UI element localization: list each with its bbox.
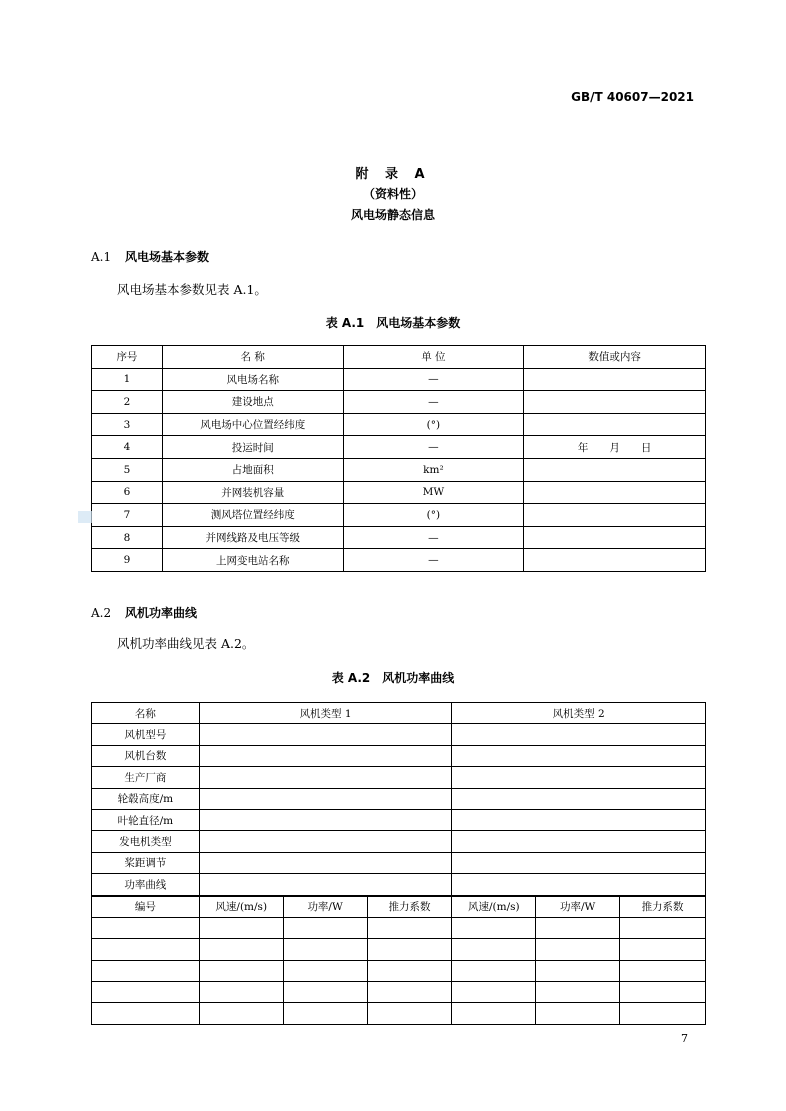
table-cell <box>452 917 536 938</box>
annex-label: 附 录 A <box>355 167 431 182</box>
table-row <box>92 526 706 549</box>
table-header-row <box>92 703 706 724</box>
table-row <box>92 549 706 572</box>
table-cell <box>452 960 536 981</box>
table-cell <box>283 1003 367 1024</box>
table-header-row <box>92 346 706 369</box>
curve-header-row <box>92 896 706 918</box>
table-cell: 风电场名称 <box>162 368 343 391</box>
table-cell: — <box>343 368 524 391</box>
table-cell: 并网线路及电压等级 <box>162 526 343 549</box>
section-title: 风机功率曲线 <box>125 606 198 620</box>
table-cell <box>199 831 452 852</box>
table-cell <box>452 982 536 1003</box>
table-cell: (°) <box>343 504 524 527</box>
table-cell <box>524 458 706 481</box>
table-cell: 投运时间 <box>162 436 343 459</box>
table-cell: — <box>343 436 524 459</box>
section-number: A.2 <box>91 606 112 620</box>
table-row <box>92 788 706 809</box>
header-cell: 风机类型 1 <box>199 703 452 724</box>
table-cell <box>452 1003 536 1024</box>
table-cell <box>452 745 706 766</box>
table-cell: 占地面积 <box>162 458 343 481</box>
table-cell <box>92 982 200 1003</box>
header-cell: 数值或内容 <box>524 346 706 369</box>
table-cell <box>367 1003 452 1024</box>
table-cell <box>199 852 452 873</box>
table-cell <box>524 504 706 527</box>
table-cell: — <box>343 391 524 414</box>
table-row <box>92 413 706 436</box>
table-row <box>92 917 706 938</box>
table-cell: 7 <box>92 504 163 527</box>
table-a1 <box>91 345 706 572</box>
table-a2-caption: 表 A.2 风机功率曲线 <box>331 671 455 685</box>
table-cell <box>367 982 452 1003</box>
section-a2-paragraph: 风机功率曲线见表 A.2。 <box>117 636 255 651</box>
table-row <box>92 368 706 391</box>
table-cell <box>199 724 452 745</box>
table-cell: 并网装机容量 <box>162 481 343 504</box>
table-cell <box>199 982 283 1003</box>
table-cell <box>367 917 452 938</box>
table-cell: 8 <box>92 526 163 549</box>
table-cell <box>452 767 706 788</box>
page-number: 7 <box>681 1032 688 1045</box>
table-cell: 6 <box>92 481 163 504</box>
table-cell <box>524 391 706 414</box>
table-row <box>92 458 706 481</box>
table-cell <box>536 939 620 960</box>
table-row <box>92 436 706 459</box>
table-cell <box>620 960 706 981</box>
section-title: 风电场基本参数 <box>125 250 210 264</box>
table-row <box>92 745 706 766</box>
table-cell: 5 <box>92 458 163 481</box>
table-cell: — <box>343 526 524 549</box>
table-row <box>92 874 706 896</box>
header-cell: 推力系数 <box>367 896 452 918</box>
table-cell <box>199 1003 283 1024</box>
row-label: 风机型号 <box>92 724 200 745</box>
table-row <box>92 939 706 960</box>
header-cell: 功率/W <box>283 896 367 918</box>
table-cell <box>199 939 283 960</box>
table-row <box>92 852 706 873</box>
table-cell <box>92 939 200 960</box>
section-a1-paragraph: 风电场基本参数见表 A.1。 <box>117 282 267 297</box>
table-cell <box>620 917 706 938</box>
row-label: 叶轮直径/m <box>92 809 200 830</box>
table-cell: km² <box>343 458 524 481</box>
row-label: 风机台数 <box>92 745 200 766</box>
header-cell: 风速/(m/s) <box>452 896 536 918</box>
table-cell: 测风塔位置经纬度 <box>162 504 343 527</box>
table-cell: 建设地点 <box>162 391 343 414</box>
table-cell <box>536 917 620 938</box>
table-cell: 4 <box>92 436 163 459</box>
table-cell <box>367 939 452 960</box>
table-cell <box>524 368 706 391</box>
table-cell <box>199 960 283 981</box>
table-cell <box>367 960 452 981</box>
annex-nature: （资料性） <box>362 187 423 201</box>
table-cell: 年 月 日 <box>524 436 706 459</box>
table-row <box>92 960 706 981</box>
table-cell <box>283 982 367 1003</box>
table-cell: 上网变电站名称 <box>162 549 343 572</box>
table-cell <box>452 874 706 896</box>
header-cell: 风速/(m/s) <box>199 896 283 918</box>
header-cell: 风机类型 2 <box>452 703 706 724</box>
table-cell <box>199 809 452 830</box>
table-row <box>92 767 706 788</box>
table-cell <box>92 917 200 938</box>
header-cell: 编号 <box>92 896 200 918</box>
table-row <box>92 1003 706 1024</box>
section-a1-heading <box>91 248 209 265</box>
row-label: 轮毂高度/m <box>92 788 200 809</box>
table-row <box>92 724 706 745</box>
row-label: 桨距调节 <box>92 852 200 873</box>
table-cell <box>452 809 706 830</box>
table-cell <box>92 1003 200 1024</box>
section-a2-heading <box>91 604 197 621</box>
header-cell: 推力系数 <box>620 896 706 918</box>
annex-title: 风电场静态信息 <box>350 208 435 222</box>
table-cell <box>92 960 200 981</box>
table-row <box>92 831 706 852</box>
table-cell: (°) <box>343 413 524 436</box>
table-cell <box>452 788 706 809</box>
table-cell <box>524 549 706 572</box>
row-label: 功率曲线 <box>92 874 200 896</box>
table-cell <box>620 1003 706 1024</box>
table-cell <box>452 852 706 873</box>
header-cell: 名 称 <box>162 346 343 369</box>
header-cell: 序号 <box>92 346 163 369</box>
table-cell <box>452 939 536 960</box>
table-cell: 风电场中心位置经纬度 <box>162 413 343 436</box>
table-cell: 2 <box>92 391 163 414</box>
section-number: A.1 <box>91 250 112 264</box>
header-cell: 单 位 <box>343 346 524 369</box>
table-row <box>92 504 706 527</box>
table-cell <box>199 917 283 938</box>
table-cell <box>536 1003 620 1024</box>
table-cell: 3 <box>92 413 163 436</box>
table-row <box>92 982 706 1003</box>
watermark-mark <box>78 511 92 523</box>
table-cell <box>283 960 367 981</box>
table-cell: 1 <box>92 368 163 391</box>
header-cell: 名称 <box>92 703 200 724</box>
table-cell <box>199 745 452 766</box>
row-label: 生产厂商 <box>92 767 200 788</box>
table-row <box>92 391 706 414</box>
table-cell <box>199 874 452 896</box>
table-a1-caption: 表 A.1 风电场基本参数 <box>325 316 461 330</box>
table-cell <box>199 788 452 809</box>
table-cell <box>620 982 706 1003</box>
table-cell <box>536 982 620 1003</box>
table-row <box>92 481 706 504</box>
table-cell <box>283 917 367 938</box>
table-cell <box>620 939 706 960</box>
table-row <box>92 809 706 830</box>
table-cell: — <box>343 549 524 572</box>
table-cell <box>524 413 706 436</box>
table-cell: 9 <box>92 549 163 572</box>
table-cell: MW <box>343 481 524 504</box>
table-a2 <box>91 702 706 1025</box>
table-cell <box>452 831 706 852</box>
table-cell <box>536 960 620 981</box>
table-cell <box>283 939 367 960</box>
standard-number: GB/T 40607—2021 <box>571 90 694 104</box>
table-cell <box>199 767 452 788</box>
table-cell <box>524 481 706 504</box>
row-label: 发电机类型 <box>92 831 200 852</box>
table-cell <box>452 724 706 745</box>
table-cell <box>524 526 706 549</box>
header-cell: 功率/W <box>536 896 620 918</box>
